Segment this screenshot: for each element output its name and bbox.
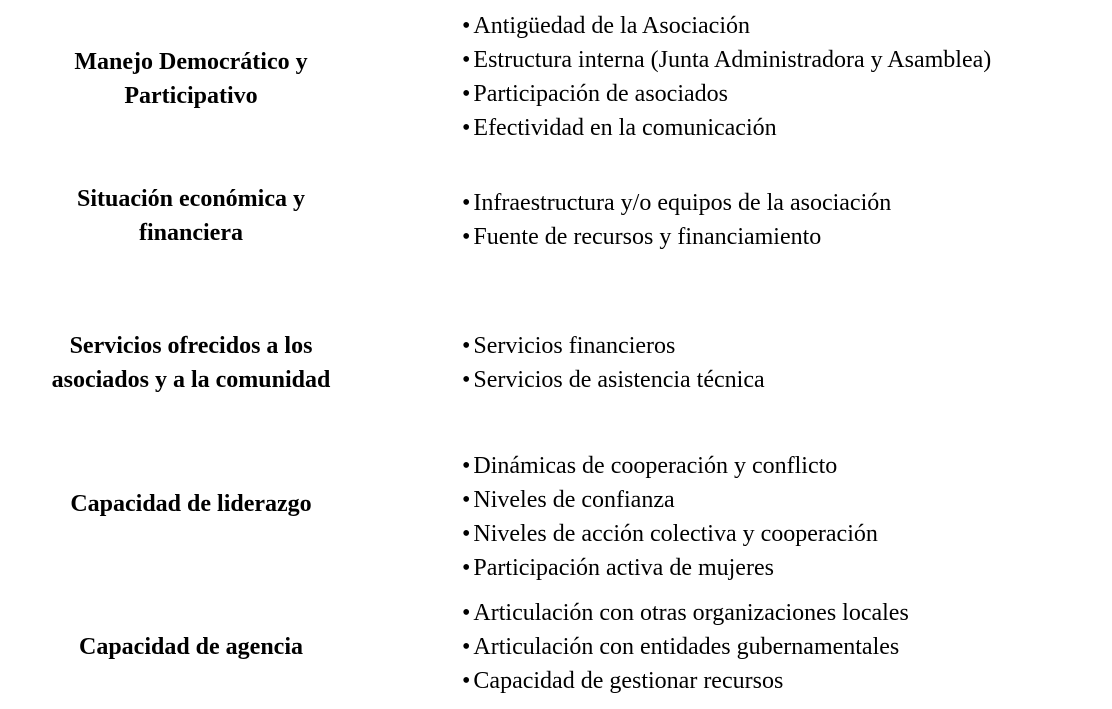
list-item: • Servicios financieros [462, 329, 765, 363]
list-item: • Efectividad en la comunicación [462, 111, 991, 145]
list-item: • Participación activa de mujeres [462, 551, 878, 585]
section-list-leadership [462, 449, 878, 585]
title-line: Servicios ofrecidos a los [69, 333, 313, 359]
section-list-services [462, 329, 765, 397]
list-item: • Dinámicas de cooperación y conflicto [462, 449, 878, 483]
title-line: asociados y a la comunidad [51, 367, 331, 393]
section-title-leadership [0, 487, 382, 521]
list-item: • Articulación con otras organizaciones locales [462, 596, 909, 630]
list-item: • Infraestructura y/o equipos de la asociación [462, 186, 891, 220]
list-item: • Estructura interna (Junta Administradora y Asamblea) [462, 43, 991, 77]
section-list-economic [462, 186, 891, 254]
list-item: • Fuente de recursos y financiamiento [462, 220, 891, 254]
title-line: Capacidad de agencia [78, 634, 303, 660]
list-item: • Participación de asociados [462, 77, 991, 111]
list-item: • Capacidad de gestionar recursos [462, 664, 909, 698]
title-line: Manejo Democrático y [74, 49, 308, 75]
title-line: Participativo [124, 83, 258, 109]
title-line: Situación económica y [77, 186, 305, 212]
list-item: • Articulación con entidades gubernamentales [462, 630, 909, 664]
section-title-services [0, 329, 382, 397]
section-list-agency [462, 596, 909, 698]
title-line: financiera [139, 220, 243, 246]
list-item: • Antigüedad de la Asociación [462, 9, 991, 43]
list-item: • Servicios de asistencia técnica [462, 363, 765, 397]
section-title-democratic [0, 45, 382, 113]
list-item: • Niveles de confianza [462, 483, 878, 517]
title-line: Capacidad de liderazgo [70, 491, 312, 517]
section-list-democratic [462, 9, 991, 145]
section-title-agency [0, 630, 382, 664]
section-title-economic [0, 182, 382, 250]
list-item: • Niveles de acción colectiva y cooperación [462, 517, 878, 551]
